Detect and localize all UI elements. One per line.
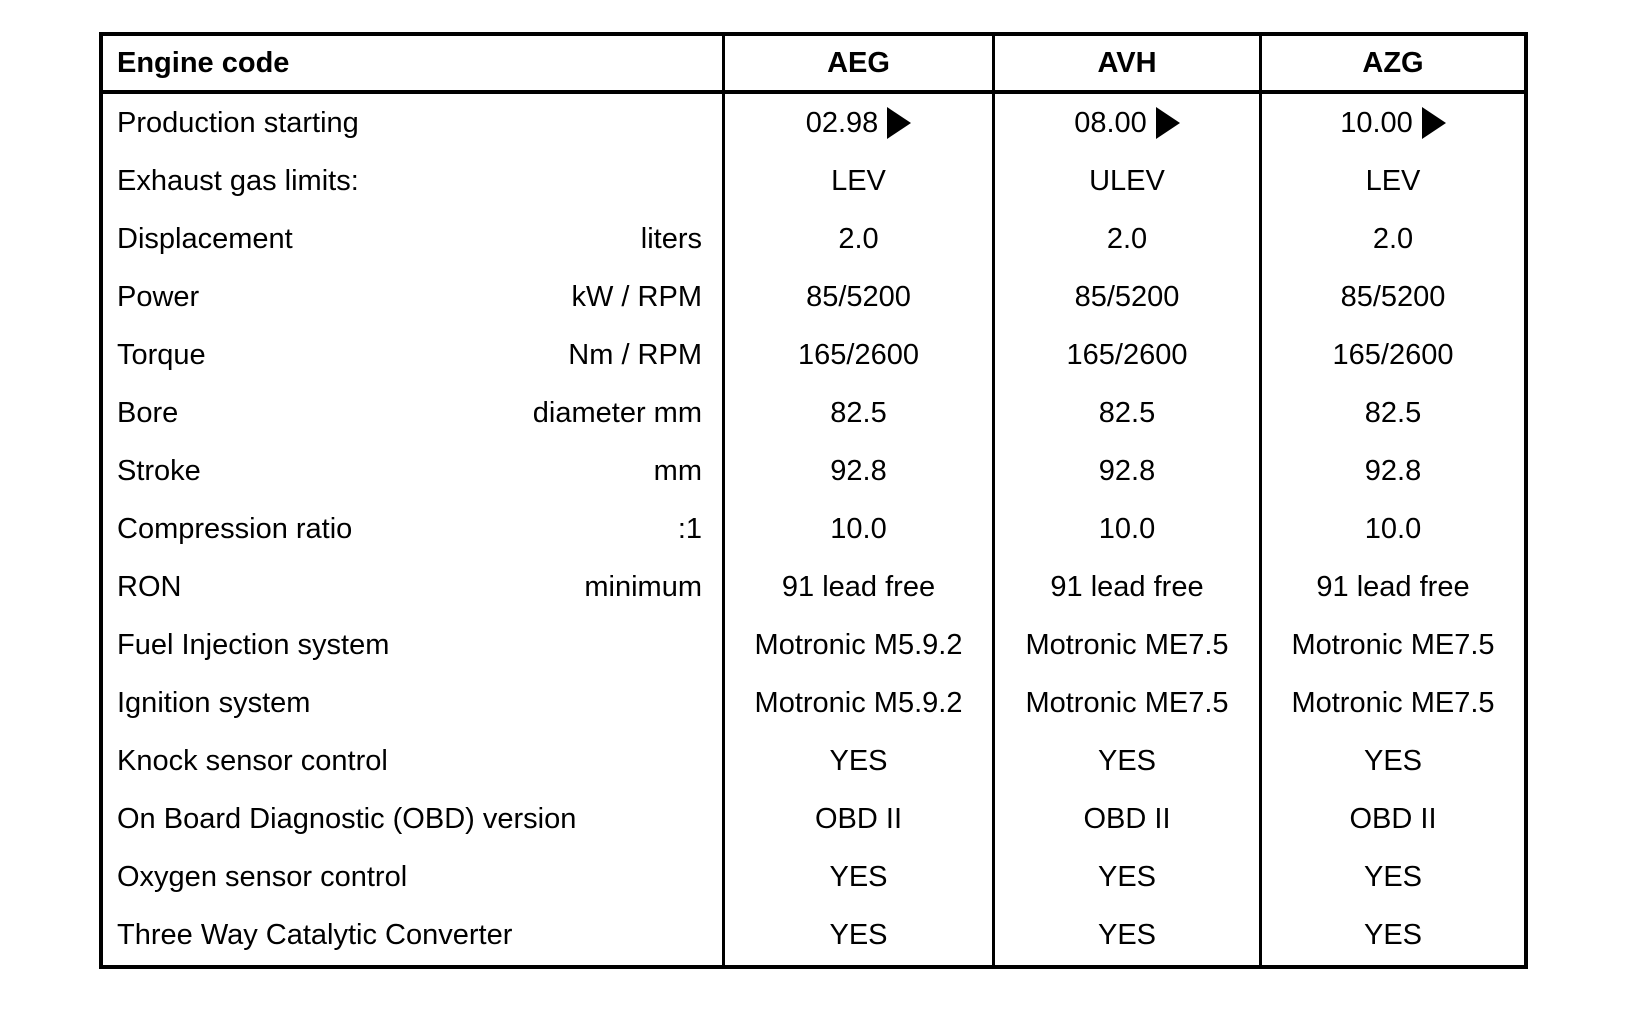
row-label: Exhaust gas limits: <box>117 164 359 197</box>
cell-azg: 91 lead free <box>1259 559 1524 617</box>
cell-avh: YES <box>992 733 1259 791</box>
cell-aeg: 92.8 <box>722 442 992 500</box>
row-header-cell <box>103 733 722 791</box>
row-label: Oxygen sensor control <box>117 861 408 894</box>
cell-aeg: YES <box>722 733 992 791</box>
cell-azg: 92.8 <box>1259 442 1524 500</box>
row-label: Displacement <box>117 222 293 255</box>
cell-azg: 85/5200 <box>1259 268 1524 326</box>
row-unit: liters <box>640 222 702 255</box>
column-header-azg: AZG <box>1259 36 1524 90</box>
cell-azg: YES <box>1259 849 1524 907</box>
row-label: Power <box>117 280 200 313</box>
row-label: Fuel Injection system <box>117 629 390 662</box>
row-unit: mm <box>653 454 702 487</box>
table-row <box>103 384 1524 442</box>
table-row <box>103 94 1524 152</box>
row-header-cell <box>103 675 722 733</box>
row-header-cell <box>103 442 722 500</box>
cell-aeg: OBD II <box>722 791 992 849</box>
row-label: Stroke <box>117 454 201 487</box>
row-unit: :1 <box>677 512 702 545</box>
row-header-cell <box>103 94 722 152</box>
cell-aeg: YES <box>722 849 992 907</box>
row-header-cell <box>103 617 722 675</box>
row-label: Compression ratio <box>117 512 353 545</box>
row-header-cell <box>103 849 722 907</box>
column-header-engine-code: Engine code <box>117 46 290 79</box>
row-label: On Board Diagnostic (OBD) version <box>117 803 577 836</box>
table-row <box>103 849 1524 907</box>
cell-azg: LEV <box>1259 152 1524 210</box>
table-row <box>103 326 1524 384</box>
cell-azg: OBD II <box>1259 791 1524 849</box>
cell-azg: 165/2600 <box>1259 326 1524 384</box>
row-label: Production starting <box>117 106 359 139</box>
table-row <box>103 907 1524 965</box>
row-label: Ignition system <box>117 687 311 720</box>
row-header-cell <box>103 907 722 965</box>
column-header-avh: AVH <box>992 36 1259 90</box>
cell-avh: 2.0 <box>992 210 1259 268</box>
cell-avh: ULEV <box>992 152 1259 210</box>
row-header-cell <box>103 384 722 442</box>
table-row <box>103 733 1524 791</box>
cell-avh: Motronic ME7.5 <box>992 617 1259 675</box>
cell-avh: YES <box>992 907 1259 965</box>
table-row <box>103 791 1524 849</box>
cell-aeg: 82.5 <box>722 384 992 442</box>
row-header-cell <box>103 152 722 210</box>
cell-avh: 82.5 <box>992 384 1259 442</box>
cell-azg: 10.00 <box>1259 94 1524 152</box>
row-header-cell <box>103 559 722 617</box>
cell-azg: YES <box>1259 907 1524 965</box>
production-start-arrow-icon <box>887 107 911 139</box>
cell-azg: 82.5 <box>1259 384 1524 442</box>
row-unit: Nm / RPM <box>568 338 702 371</box>
cell-aeg: Motronic M5.9.2 <box>722 675 992 733</box>
cell-aeg: 02.98 <box>722 94 992 152</box>
row-header-cell <box>103 268 722 326</box>
cell-aeg: 165/2600 <box>722 326 992 384</box>
cell-avh: 85/5200 <box>992 268 1259 326</box>
cell-aeg: 85/5200 <box>722 268 992 326</box>
row-unit: diameter mm <box>532 396 702 429</box>
cell-azg: 10.0 <box>1259 500 1524 558</box>
production-start-arrow-icon <box>1156 107 1180 139</box>
table-row <box>103 675 1524 733</box>
row-header-cell <box>103 791 722 849</box>
row-unit: kW / RPM <box>571 280 702 313</box>
table-row <box>103 268 1524 326</box>
row-label: Bore <box>117 396 179 429</box>
table-row <box>103 617 1524 675</box>
row-label: Knock sensor control <box>117 745 388 778</box>
row-header-cell <box>103 326 722 384</box>
cell-avh: Motronic ME7.5 <box>992 675 1259 733</box>
column-header-aeg: AEG <box>722 36 992 90</box>
table-body <box>103 94 1524 965</box>
cell-avh: 91 lead free <box>992 559 1259 617</box>
row-unit: minimum <box>584 571 702 604</box>
engine-spec-table <box>99 32 1528 969</box>
table-row <box>103 210 1524 268</box>
cell-aeg: 10.0 <box>722 500 992 558</box>
cell-aeg: YES <box>722 907 992 965</box>
row-label: RON <box>117 571 182 604</box>
cell-avh: 08.00 <box>992 94 1259 152</box>
cell-azg: Motronic ME7.5 <box>1259 675 1524 733</box>
cell-aeg: 2.0 <box>722 210 992 268</box>
cell-azg: Motronic ME7.5 <box>1259 617 1524 675</box>
row-label: Three Way Catalytic Converter <box>117 919 513 952</box>
row-label: Torque <box>117 338 206 371</box>
cell-avh: OBD II <box>992 791 1259 849</box>
cell-avh: 92.8 <box>992 442 1259 500</box>
cell-azg: 2.0 <box>1259 210 1524 268</box>
production-start-arrow-icon <box>1422 107 1446 139</box>
table-row <box>103 500 1524 558</box>
table-row <box>103 442 1524 500</box>
row-header-cell <box>103 500 722 558</box>
table-row <box>103 152 1524 210</box>
cell-aeg: Motronic M5.9.2 <box>722 617 992 675</box>
cell-avh: 165/2600 <box>992 326 1259 384</box>
table-header-row <box>103 36 1524 94</box>
cell-avh: YES <box>992 849 1259 907</box>
cell-aeg: 91 lead free <box>722 559 992 617</box>
cell-avh: 10.0 <box>992 500 1259 558</box>
table-row <box>103 559 1524 617</box>
cell-aeg: LEV <box>722 152 992 210</box>
row-header-cell <box>103 210 722 268</box>
cell-azg: YES <box>1259 733 1524 791</box>
